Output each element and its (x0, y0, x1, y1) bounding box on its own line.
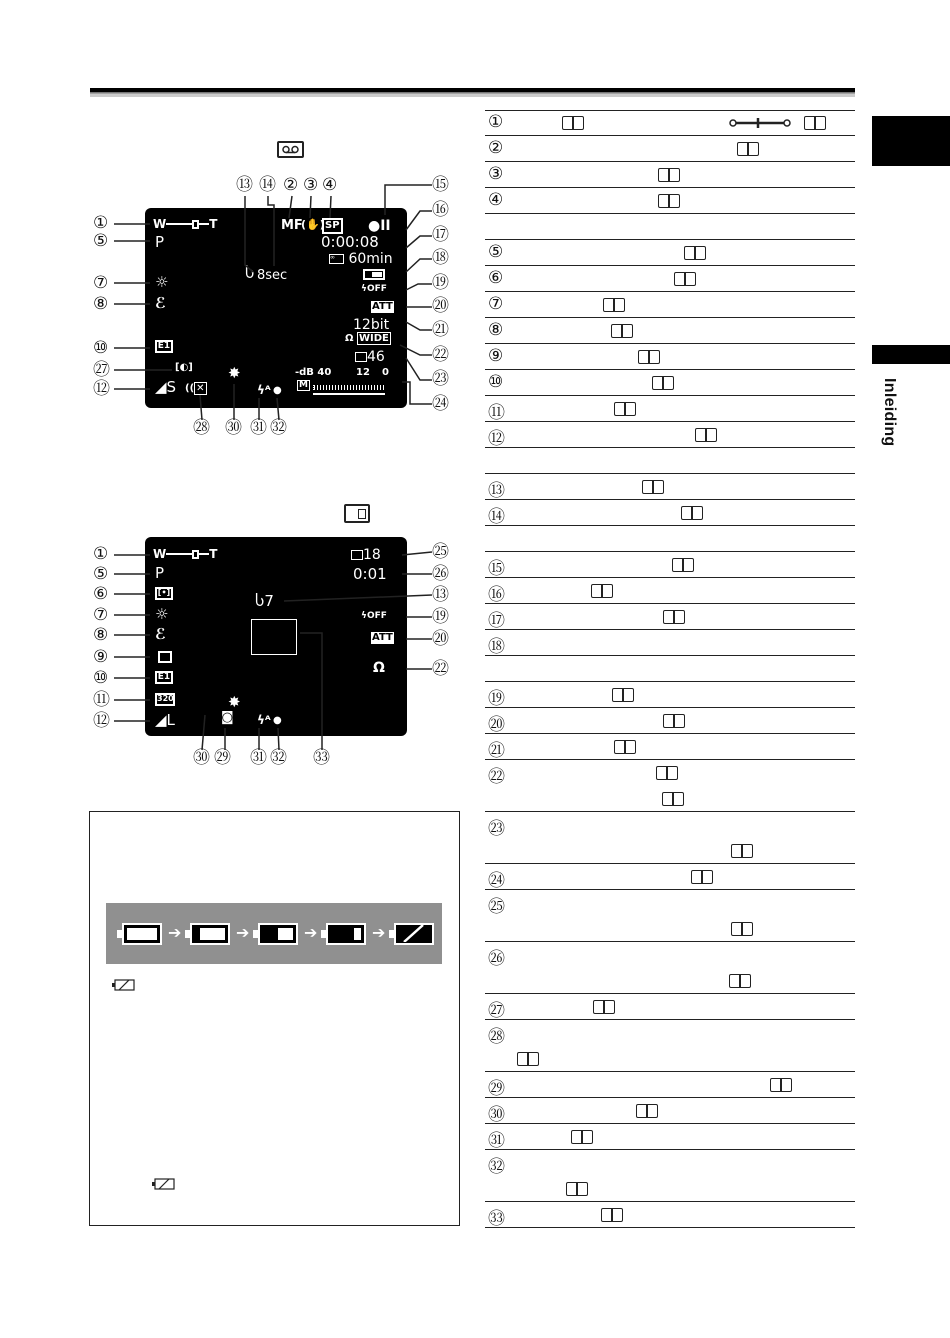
callout-1: ① (93, 544, 109, 564)
legend-number: ⑮ (488, 559, 505, 579)
legend-number: ㉘ (488, 1027, 505, 1047)
audio-channel-m: M (299, 380, 308, 390)
callout-8: ⑧ (93, 294, 109, 314)
callout-8: ⑧ (93, 625, 109, 645)
wind-screen-indicator: ϟOFF (361, 284, 387, 294)
battery-low-icon (326, 923, 366, 945)
legend-number: ㉚ (488, 1105, 505, 1125)
self-timer-icon: Ⴑ (245, 264, 255, 282)
zoom-indicator: W T (153, 217, 218, 231)
legend-row (485, 162, 855, 188)
microphone-indicator: Ω WIDE (345, 333, 389, 344)
arrow-icon: ➔ (236, 925, 250, 942)
rec-pause: ●II (368, 218, 391, 234)
legend-row (485, 1072, 855, 1098)
legend-number: ⑥ (488, 268, 504, 288)
callout-9: ⑨ (93, 647, 109, 667)
legend-number: ⑱ (488, 637, 505, 657)
callout-16: ⑯ (432, 200, 449, 220)
legend-row (485, 1020, 855, 1072)
headphone-icon: Ω (373, 660, 385, 676)
battery-high-icon (190, 923, 230, 945)
legend-row (485, 396, 855, 422)
callout-20: ⑳ (432, 296, 449, 316)
page-reference-book-icon (731, 922, 753, 936)
white-balance-icon: ☼ (155, 273, 169, 291)
callout-19: ⑲ (432, 607, 449, 627)
legend-number: ㉓ (488, 819, 505, 839)
legend-number: ④ (488, 190, 504, 210)
legend-number: ⑩ (488, 372, 504, 392)
callout-22: ㉒ (432, 659, 449, 679)
callout-26: ㉖ (432, 564, 449, 584)
legend-number: ① (488, 112, 504, 132)
legend-number: ⑭ (488, 507, 505, 527)
battery-level-strip (106, 903, 442, 964)
page-reference-book-icon (517, 1052, 539, 1066)
page-reference-book-icon (658, 168, 680, 182)
image-size-indicator: 320 (155, 693, 175, 706)
rec-time: 0:01 (353, 565, 387, 583)
callout-3: ③ (303, 175, 319, 195)
callout-27: ㉗ (93, 360, 110, 380)
page-reference-book-icon (638, 350, 660, 364)
legend-row (485, 266, 855, 292)
legend-row (485, 188, 855, 214)
remaining-tape: ∞ 60min (330, 251, 393, 267)
flash-bright-icon: ✸ (228, 693, 241, 711)
callout-10: ⑩ (93, 668, 109, 688)
digital-effect-icon: E1 (155, 671, 173, 684)
page-reference-book-icon (672, 558, 694, 572)
image-quality-indicator: ◢L (155, 711, 175, 729)
section-tab-label: Inleiding (881, 378, 898, 447)
card-count: 18 (351, 548, 381, 562)
callout-4: ④ (322, 175, 338, 195)
legend-row (485, 500, 855, 526)
legend-row (485, 474, 855, 500)
legend-row (485, 812, 855, 864)
page-reference-book-icon (601, 1208, 623, 1222)
legend-number: ㉕ (488, 897, 505, 917)
metering-icon: [•] (155, 587, 173, 600)
legend-row (485, 734, 855, 760)
callout-31: ㉛ (250, 418, 267, 438)
legend-number: ㉔ (488, 871, 505, 891)
callout-18: ⑱ (432, 248, 449, 268)
legend-number: ⑤ (488, 242, 504, 262)
battery-mid-icon (258, 923, 298, 945)
battery-note-box (89, 811, 460, 1226)
backlight-icon: [◐] (175, 362, 193, 373)
callout-30: ㉚ (225, 418, 242, 438)
legend-number: ⑲ (488, 689, 505, 709)
callout-23: ㉓ (432, 369, 449, 389)
callout-24: ㉔ (432, 394, 449, 414)
legend-row (485, 942, 855, 994)
white-balance-icon: ☼ (155, 605, 169, 623)
legend-row (485, 578, 855, 604)
callout-14: ⑭ (259, 175, 276, 195)
legend-number: ⑳ (488, 715, 505, 735)
page-reference-book-icon (571, 1130, 593, 1144)
legend-number: ③ (488, 164, 504, 184)
stabilizer-icon: (✋) (301, 218, 325, 231)
callout-19: ⑲ (432, 273, 449, 293)
legend-row (485, 422, 855, 448)
page-reference-book-icon (656, 766, 678, 780)
callout-15: ⑮ (432, 175, 449, 195)
page-reference-book-icon (612, 688, 634, 702)
legend-row (485, 682, 855, 708)
page-reference-book-icon (611, 324, 633, 338)
callout-21: ㉑ (432, 320, 449, 340)
legend-row (485, 864, 855, 890)
page-reference-book-icon (684, 246, 706, 260)
legend-row (485, 1098, 855, 1124)
battery-full-icon (122, 923, 162, 945)
callout-13: ⑬ (236, 175, 253, 195)
legend-row (485, 292, 855, 318)
page-reference-book-icon (737, 142, 759, 156)
image-effect-icon: ℰ (155, 625, 166, 643)
legend-number: ⑪ (488, 403, 505, 423)
legend-number: ㉝ (488, 1209, 505, 1229)
callout-2: ② (283, 175, 299, 195)
page-reference-book-icon (593, 1000, 615, 1014)
legend-row (485, 604, 855, 630)
callout-12: ⑫ (93, 379, 110, 399)
page-reference-book-icon (804, 116, 826, 130)
att-indicator: ATT (372, 301, 393, 312)
program-ae: P (155, 233, 165, 251)
page-reference-book-icon (681, 506, 703, 520)
page-reference-book-icon (729, 974, 751, 988)
legend-row (485, 890, 855, 942)
callout-11: ⑪ (93, 690, 110, 710)
audio-mode: 12bit (353, 317, 390, 333)
zoom-bar-icon (729, 116, 791, 128)
program-ae: P (155, 564, 165, 582)
legend-row (485, 448, 855, 474)
page-reference-book-icon (652, 376, 674, 390)
arrow-icon: ➔ (168, 925, 182, 942)
callout-32: ㉜ (270, 748, 287, 768)
audio-level-12: 12 (356, 367, 370, 378)
legend-row (485, 630, 855, 656)
wind-screen-indicator: ϟOFF (361, 611, 387, 621)
callout-5: ⑤ (93, 564, 109, 584)
callout-10: ⑩ (93, 338, 109, 358)
page-reference-book-icon (663, 714, 685, 728)
callout-17: ⑰ (432, 225, 449, 245)
legend-number: ㉒ (488, 767, 505, 787)
digital-effect-icon: E1 (155, 340, 173, 353)
self-timer-seconds: 8sec (257, 268, 288, 283)
legend-number: ㉑ (488, 741, 505, 761)
callout-30: ㉚ (193, 748, 210, 768)
callout-29: ㉙ (214, 748, 231, 768)
light-dot-icon: ● (273, 715, 282, 726)
light-dot-icon: ● (273, 385, 282, 396)
battery-empty-icon (394, 923, 434, 945)
battery-empty-icon (112, 979, 134, 991)
flash-icon: ϟᴬ (257, 383, 271, 397)
callout-25: ㉕ (432, 542, 449, 562)
legend-row (485, 656, 855, 682)
legend-number: ② (488, 138, 504, 158)
callout-7: ⑦ (93, 273, 109, 293)
legend-row (485, 136, 855, 162)
page-reference-book-icon (562, 116, 584, 130)
page-reference-book-icon (614, 402, 636, 416)
legend-row (485, 318, 855, 344)
callout-20: ⑳ (432, 629, 449, 649)
callout-31: ㉛ (250, 748, 267, 768)
page-reference-book-icon (566, 1182, 588, 1196)
page-reference-book-icon (658, 194, 680, 208)
page-reference-book-icon (603, 298, 625, 312)
battery-empty-icon (152, 1178, 174, 1190)
page-reference-book-icon (695, 428, 717, 442)
callout-6: ⑥ (93, 584, 109, 604)
callout-1: ① (93, 213, 109, 233)
legend-number: ⑬ (488, 481, 505, 501)
arrow-icon: ➔ (304, 925, 318, 942)
flash-bright-icon: ✸ (228, 364, 241, 382)
legend-row (485, 110, 855, 136)
legend-row (485, 552, 855, 578)
att-indicator: ATT (372, 632, 393, 643)
flash-icon: ϟᴬ (257, 713, 271, 727)
callout-28: ㉘ (193, 418, 210, 438)
page-reference-book-icon (731, 844, 753, 858)
legend-number: ㉛ (488, 1131, 505, 1151)
page-reference-book-icon (770, 1078, 792, 1092)
legend-row (485, 708, 855, 734)
callout-33: ㉝ (313, 748, 330, 768)
callout-5: ⑤ (93, 231, 109, 251)
page-reference-book-icon (674, 272, 696, 286)
legend-number: ㉜ (488, 1157, 505, 1177)
legend-number: ㉖ (488, 949, 505, 969)
legend-number: ㉗ (488, 1001, 505, 1021)
page-reference-book-icon (591, 584, 613, 598)
callout-32: ㉜ (270, 418, 287, 438)
legend-row (485, 1150, 855, 1202)
legend-number: ⑨ (488, 346, 504, 366)
page-reference-book-icon (691, 870, 713, 884)
legend-number: ⑰ (488, 611, 505, 631)
legend-number: ⑧ (488, 320, 504, 340)
arrow-icon: ➔ (372, 925, 386, 942)
legend-row (485, 760, 855, 812)
legend-row (485, 1124, 855, 1150)
legend-row (485, 214, 855, 240)
camera-shake-icon: ◙ (221, 710, 234, 725)
tape-speed: SP (322, 218, 343, 234)
audio-level-db: -dB 40 (295, 367, 332, 378)
page-reference-book-icon (662, 792, 684, 806)
image-effect-icon: ℰ (155, 294, 166, 312)
image-quality-indicator: ◢S (155, 378, 177, 396)
callout-7: ⑦ (93, 605, 109, 625)
legend-number: ㉙ (488, 1079, 505, 1099)
card-count: 46 (355, 350, 385, 364)
legend-row (485, 370, 855, 396)
page-reference-book-icon (642, 480, 664, 494)
callout-12: ⑫ (93, 711, 110, 731)
callout-13: ⑬ (432, 585, 449, 605)
legend-row (485, 240, 855, 266)
page-reference-book-icon (663, 610, 685, 624)
wireless-icon: (( ✕ (185, 383, 205, 394)
legend-row (485, 1202, 855, 1228)
zoom-indicator: W T (153, 547, 218, 561)
legend-row (485, 344, 855, 370)
legend-number: ⑯ (488, 585, 505, 605)
legend-number: ⑫ (488, 429, 505, 449)
callout-22: ㉒ (432, 345, 449, 365)
time-code: 0:00:08 (321, 233, 379, 251)
legend-row (485, 994, 855, 1020)
legend-number: ⑦ (488, 294, 504, 314)
audio-level-0: 0 (382, 367, 389, 378)
self-timer-indicator: Ⴑ7 (255, 592, 274, 610)
legend-row (485, 526, 855, 552)
manual-focus: MF (281, 218, 303, 233)
page-reference-book-icon (636, 1104, 658, 1118)
page-reference-book-icon (614, 740, 636, 754)
